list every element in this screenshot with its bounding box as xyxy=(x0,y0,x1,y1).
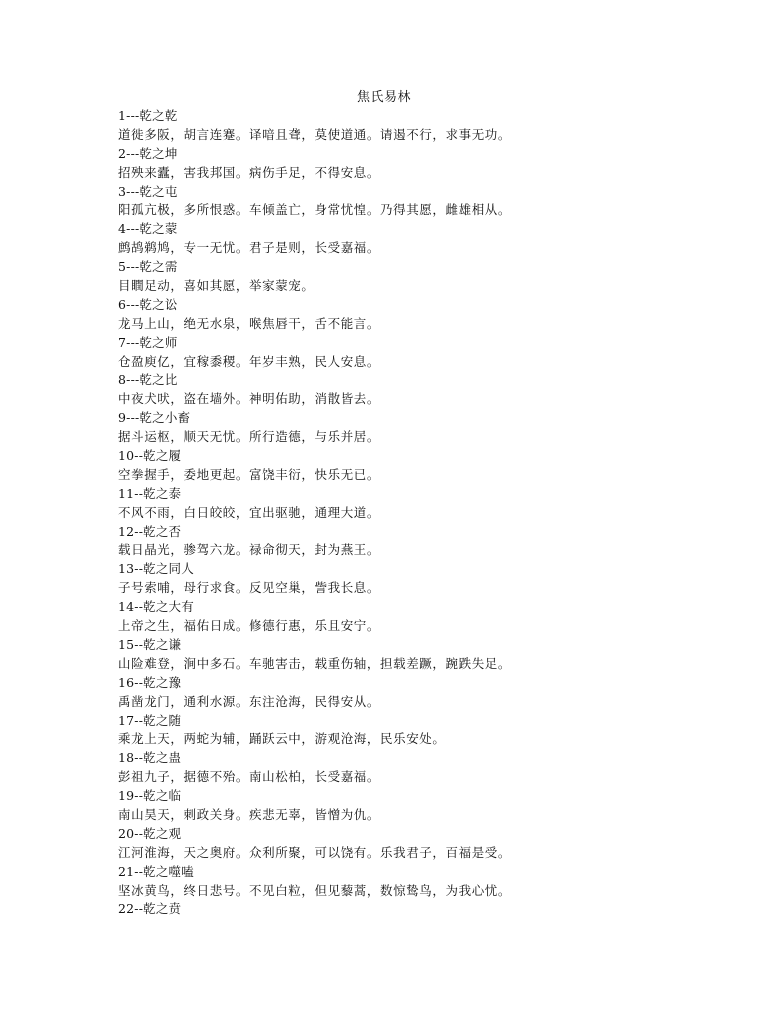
entry-heading: 22--乾之贲 xyxy=(118,901,182,917)
entry-heading: 14--乾之大有 xyxy=(118,599,194,615)
entry-text: 不风不雨，白日皎皎，宜出驱驰，通理大道。 xyxy=(118,504,381,520)
entry-text: 空拳握手，委地更起。富饶丰衍，快乐无已。 xyxy=(118,466,381,482)
entry-text: 道徙多阪，胡言连蹇。译喑且聋，莫使道通。请遏不行，求事无功。 xyxy=(118,126,512,142)
entry-text: 山险难登，涧中多石。车驰害击，载重伤轴，担载差蹶，踠跌失足。 xyxy=(118,655,512,671)
entry-text: 仓盈庾亿，宜稼黍稷。年岁丰熟，民人安息。 xyxy=(118,353,381,369)
entry-heading: 19--乾之临 xyxy=(118,788,182,804)
entry-text: 禹凿龙门，通利水源。东注沧海，民得安从。 xyxy=(118,693,381,709)
entry-heading: 12--乾之否 xyxy=(118,523,182,539)
entry-heading: 17--乾之随 xyxy=(118,712,182,728)
entry-heading: 11--乾之泰 xyxy=(118,485,182,501)
entry-heading: 4---乾之蒙 xyxy=(118,221,178,237)
entry-text: 鹧鸪鹈鸠，专一无忧。君子是则，长受嘉福。 xyxy=(118,240,381,256)
entry-text: 南山昊天，刺政关身。疾悲无辜，皆憎为仇。 xyxy=(118,806,381,822)
entry-text: 乘龙上天，两蛇为辅，踊跃云中，游观沧海，民乐安处。 xyxy=(118,731,446,747)
entry-text: 子号索哺，母行求食。反见空巢，訾我长息。 xyxy=(118,580,381,596)
entry-heading: 3---乾之屯 xyxy=(118,183,178,199)
entry-heading: 15--乾之谦 xyxy=(118,636,182,652)
entry-heading: 8---乾之比 xyxy=(118,372,178,388)
entry-heading: 9---乾之小畜 xyxy=(118,410,191,426)
entry-heading: 2---乾之坤 xyxy=(118,145,178,161)
document-title: 焦氏易林 xyxy=(356,90,411,105)
entry-text: 阳孤亢极，多所恨惑。车倾盖亡，身常忧惶。乃得其愿，雌雄相从。 xyxy=(118,202,512,218)
entry-text: 招殃来蠹，害我邦国。病伤手足，不得安息。 xyxy=(118,164,381,180)
entry-heading: 21--乾之噬嗑 xyxy=(118,863,194,879)
entry-heading: 18--乾之蛊 xyxy=(118,750,182,766)
entry-text: 据斗运枢，顺天无忧。所行造德，与乐并居。 xyxy=(118,429,381,445)
entry-text: 上帝之生，福佑日成。修德行惠，乐且安宁。 xyxy=(118,618,381,634)
entry-text: 彭祖九子，据德不殆。南山松柏，长受嘉福。 xyxy=(118,769,381,785)
entry-text: 载日晶光，骖驾六龙。禄命彻天，封为燕王。 xyxy=(118,542,381,558)
entry-heading: 10--乾之履 xyxy=(118,448,182,464)
entry-text: 江河淮海，天之奥府。众利所聚，可以饶有。乐我君子，百福是受。 xyxy=(118,844,512,860)
entry-heading: 20--乾之观 xyxy=(118,825,182,841)
entry-heading: 1---乾之乾 xyxy=(118,108,178,123)
entry-text: 龙马上山，绝无水泉，喉焦唇干，舌不能言。 xyxy=(118,315,381,331)
entry-text: 中夜犬吠，盗在墙外。神明佑助，消散皆去。 xyxy=(118,391,381,407)
entry-text: 坚冰黄鸟，终日悲号。不见白粒，但见藜蒿，数惊鸷鸟，为我心忧。 xyxy=(118,882,512,898)
entry-heading: 6---乾之讼 xyxy=(118,296,178,312)
entry-heading: 5---乾之需 xyxy=(118,259,178,275)
entry-heading: 7---乾之师 xyxy=(118,334,178,350)
entry-text: 目瞤足动，喜如其愿，举家蒙宠。 xyxy=(118,278,315,294)
entry-heading: 16--乾之豫 xyxy=(118,674,182,690)
entry-list xyxy=(118,107,718,919)
entry-heading: 13--乾之同人 xyxy=(118,561,194,577)
